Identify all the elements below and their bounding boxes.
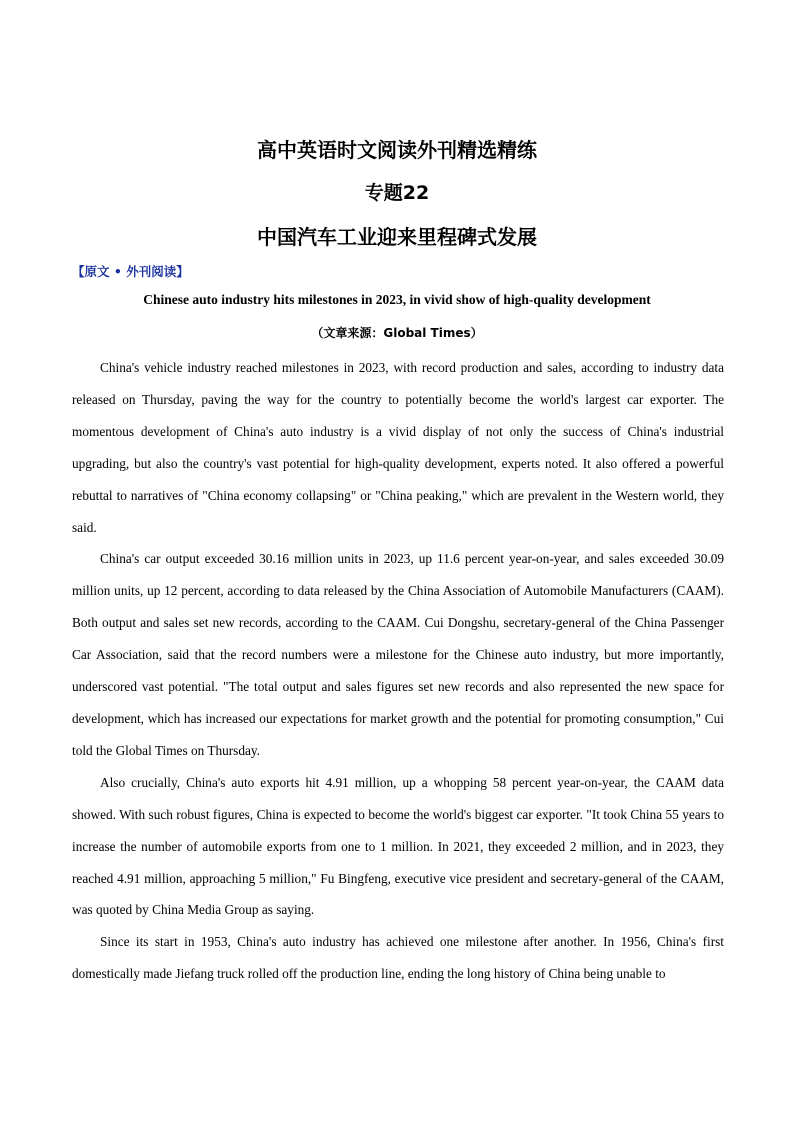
document-title: 高中英语时文阅读外刊精选精练 (257, 138, 537, 162)
paragraph: Also crucially, China's auto exports hit 4.91 million, up a whopping 58 percent year-on-year, the CAAM data showed. With such robust figures, China is expected to become the world's biggest car exporter. "It took China 55 years to increase the number of automobile exports from one to 1 million. In 2021, they exceeded 2 million, and in 2023, they reached 4.91 million, approaching 5 million," Fu Bingfeng, executive vice president and secretary-general of the CAAM, was quoted by China Media Group as saying. (72, 774, 724, 918)
paragraph: China's car output exceeded 30.16 million units in 2023, up 11.6 percent year-on-year, and sales exceeded 30.09 million units, up 12 percent, according to data released by the China Association of Automobile Manufacturers (CAAM). Both output and sales set new records, according to the CAAM. Cui Dongshu, secretary-general of the China Passenger Car Association, said that the record numbers were a milestone for the Chinese auto industry, but more importantly, underscored vast potential. "The total output and sales figures set new records and also represented the new space for development, which has increased our expectations for market growth and the potential for promoting consumption," Cui told the Global Times on Thursday. (72, 551, 724, 758)
topic-number: 专题22 (364, 182, 430, 204)
paragraph: China's vehicle industry reached milestones in 2023, with record production and sales, according to industry data released on Thursday, paving the way for the country to potentially become the world's largest car exporter. The momentous development of China's auto industry is a vivid display of not only the success of China's industrial upgrading, but also the country's vast potential for high-quality development, experts noted. It also offered a powerful rebuttal to narratives of "China economy collapsing" or "China peaking," which are prevalent in the Western world, they said. (72, 360, 724, 535)
paragraph: Since its start in 1953, China's auto industry has achieved one milestone after another. In 1956, China's first domestically made Jiefang truck rolled off the production line, ending the long history of China being unable to (72, 934, 724, 982)
section-tag: 【原文 • 外刊阅读】 (72, 264, 189, 279)
article-title: Chinese auto industry hits milestones in 2023, in vivid show of high-quality development (143, 292, 651, 307)
document-subtitle: 中国汽车工业迎来里程碑式发展 (257, 225, 537, 249)
article-body (72, 352, 724, 990)
article-source: （文章来源：Global Times） (311, 326, 483, 340)
